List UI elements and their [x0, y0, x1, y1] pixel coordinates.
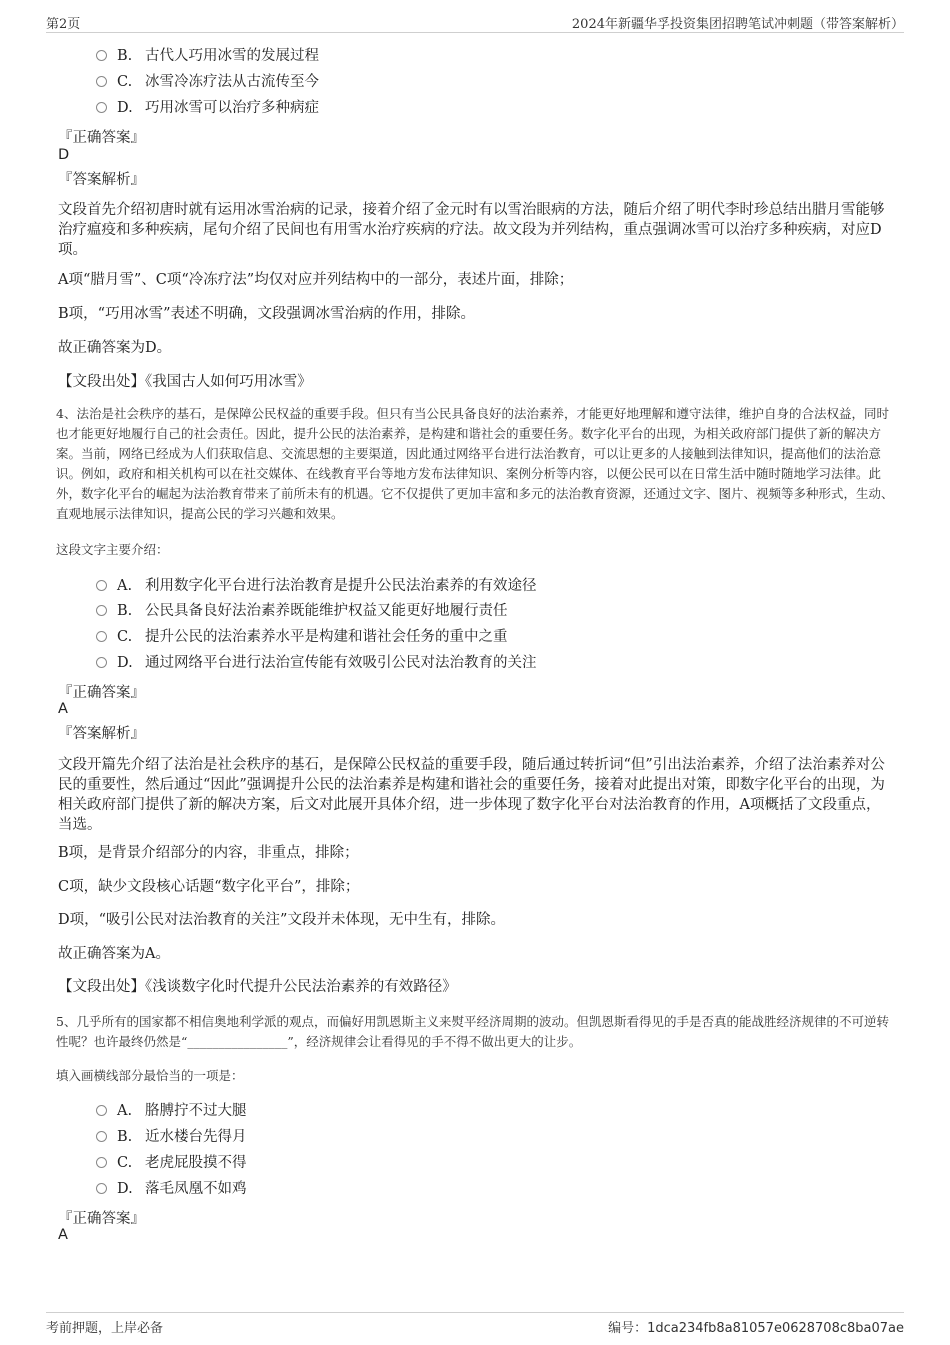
- q4-option-b[interactable]: B. 公民具备良好法治素养既能维护权益又能更好地履行责任: [96, 601, 508, 621]
- q3-analysis-paragraph: 故正确答案为D。: [58, 340, 172, 356]
- q4-answer-label: 『正确答案』: [58, 685, 145, 701]
- document-id-label: 编号：: [608, 1321, 648, 1336]
- document-title: 2024年新疆华孚投资集团招聘笔试冲刺题（带答案解析）: [571, 17, 904, 32]
- page-number: 第2页: [46, 17, 81, 32]
- radio-icon[interactable]: [96, 50, 107, 61]
- page-header: [46, 10, 904, 33]
- q4-analysis-paragraph: D项，“吸引公民对法治教育的关注”文段并未体现，无中生有，排除。: [58, 912, 505, 928]
- radio-icon[interactable]: [96, 631, 107, 642]
- q3-analysis-paragraph: A项“腊月雪”、C项“冷冻疗法”均仅对应并列结构中的一部分，表述片面，排除；: [58, 272, 574, 288]
- q4-analysis-label: 『答案解析』: [58, 726, 145, 742]
- q4-answer: A: [58, 701, 68, 717]
- q5-option-b[interactable]: B. 近水楼台先得月: [96, 1127, 247, 1147]
- q3-option-c[interactable]: C. 冰雪冷冻疗法从古流传至今: [96, 72, 319, 92]
- q4-analysis-paragraph: 文段开篇先介绍了法治是社会秩序的基石，是保障公民权益的重要手段，随后通过转折词“但”引出法治素养，介绍了法治素养对公民的重要性，然后通过“因此”强调提升公民的法治素养是构建和谐社会的重要任务，接着对此提出对策，即数字化平台的出现，为相关政府部门提供了新的解决方案，后文对此展开具体介绍，进一步体现了数字化平台对法治教育的作用，A项概括了文段重点，当选。: [58, 757, 885, 833]
- q4-stem: 4、法治是社会秩序的基石，是保障公民权益的重要手段。但只有当公民具备良好的法治素养，才能更好地理解和遵守法律，维护自身的合法权益，同时也才能更好地履行自己的社会责任。因此，提升公民的法治素养，是构建和谐社会的重要任务。数字化平台的出现，为相关政府部门提供了新的解决方案。当前，网络已经成为人们获取信息、交流思想的主要渠道，因此通过网络平台进行法治教育，可以让更多的人接触到法律知识，提高他们的法治意识。例如，政府和相关机构可以在社交媒体、在线教育平台等地方发布法律知识、案例分析等内容，以便公民可以在日常生活中随时随地学习法律。此外，数字化平台的崛起为法治教育带来了前所未有的机遇。它不仅提供了更加丰富和多元的法治教育资源，还通过文字、图片、视频等多种形式，生动、直观地展示法律知识，提高公民的学习兴趣和效果。: [56, 406, 894, 521]
- radio-icon[interactable]: [96, 1157, 107, 1168]
- radio-icon[interactable]: [96, 76, 107, 87]
- radio-icon[interactable]: [96, 657, 107, 668]
- radio-icon[interactable]: [96, 1183, 107, 1194]
- q3-option-d[interactable]: D. 巧用冰雪可以治疗多种病症: [96, 98, 319, 118]
- radio-icon[interactable]: [96, 1105, 107, 1116]
- radio-icon[interactable]: [96, 1131, 107, 1142]
- q3-answer-label: 『正确答案』: [58, 130, 145, 146]
- q4-option-d[interactable]: D. 通过网络平台进行法治宣传能有效吸引公民对法治教育的关注: [96, 653, 537, 673]
- q4-analysis-paragraph: 故正确答案为A。: [58, 946, 170, 962]
- radio-icon[interactable]: [96, 580, 107, 591]
- q4-option-a[interactable]: A. 利用数字化平台进行法治教育是提升公民法治素养的有效途径: [96, 576, 537, 596]
- q5-option-d[interactable]: D. 落毛凤凰不如鸡: [96, 1179, 247, 1199]
- q5-answer-label: 『正确答案』: [58, 1211, 145, 1227]
- q5-option-c[interactable]: C. 老虎屁股摸不得: [96, 1153, 247, 1173]
- radio-icon[interactable]: [96, 102, 107, 113]
- q3-option-b[interactable]: B. 古代人巧用冰雪的发展过程: [96, 46, 319, 66]
- q4-option-c[interactable]: C. 提升公民的法治素养水平是构建和谐社会任务的重中之重: [96, 627, 508, 647]
- q4-source: 【文段出处】《浅谈数字化时代提升公民法治素养的有效路径》: [58, 979, 457, 995]
- q4-analysis-paragraph: B项，是背景介绍部分的内容，非重点，排除；: [58, 845, 359, 861]
- document-id-value: 1dca234fb8a81057e0628708c8ba07ae: [647, 1321, 904, 1336]
- q3-analysis-paragraph: 文段首先介绍初唐时就有运用冰雪治病的记录，接着介绍了金元时有以雪治眼病的方法，随后介绍了明代李时珍总结出腊月雪能够治疗瘟疫和多种疾病，尾句介绍了民间也有用雪水治疗疾病的疗法。故文段为并列结构，重点强调冰雪可以治疗多种疾病，对应D项。: [58, 202, 885, 258]
- q3-answer: D: [58, 147, 70, 163]
- q5-option-a[interactable]: A. 胳膊拧不过大腿: [96, 1101, 247, 1121]
- q3-analysis-label: 『答案解析』: [58, 172, 145, 188]
- q5-answer: A: [58, 1227, 68, 1243]
- q3-analysis-paragraph: B项，“巧用冰雪”表述不明确，文段强调冰雪治病的作用，排除。: [58, 306, 475, 322]
- q3-source: 【文段出处】《我国古人如何巧用冰雪》: [58, 374, 312, 390]
- footer-slogan: 考前押题，上岸必备: [46, 1321, 164, 1336]
- q4-prompt: 这段文字主要介绍：: [56, 542, 169, 557]
- document-id: [608, 1317, 904, 1336]
- q5-prompt: 填入画横线部分最恰当的一项是：: [56, 1068, 244, 1083]
- q5-stem: 5、几乎所有的国家都不相信奥地利学派的观点，而偏好用凯恩斯主义来熨平经济周期的波动。但凯恩斯看得见的手是否真的能战胜经济规律的不可逆转性呢？也许最终仍然是“________________”，经济规律会让看得见的手不得不做出更大的让步。: [56, 1014, 889, 1049]
- page-footer: [46, 1312, 904, 1337]
- q4-analysis-paragraph: C项，缺少文段核心话题“数字化平台”，排除；: [58, 879, 360, 895]
- radio-icon[interactable]: [96, 605, 107, 616]
